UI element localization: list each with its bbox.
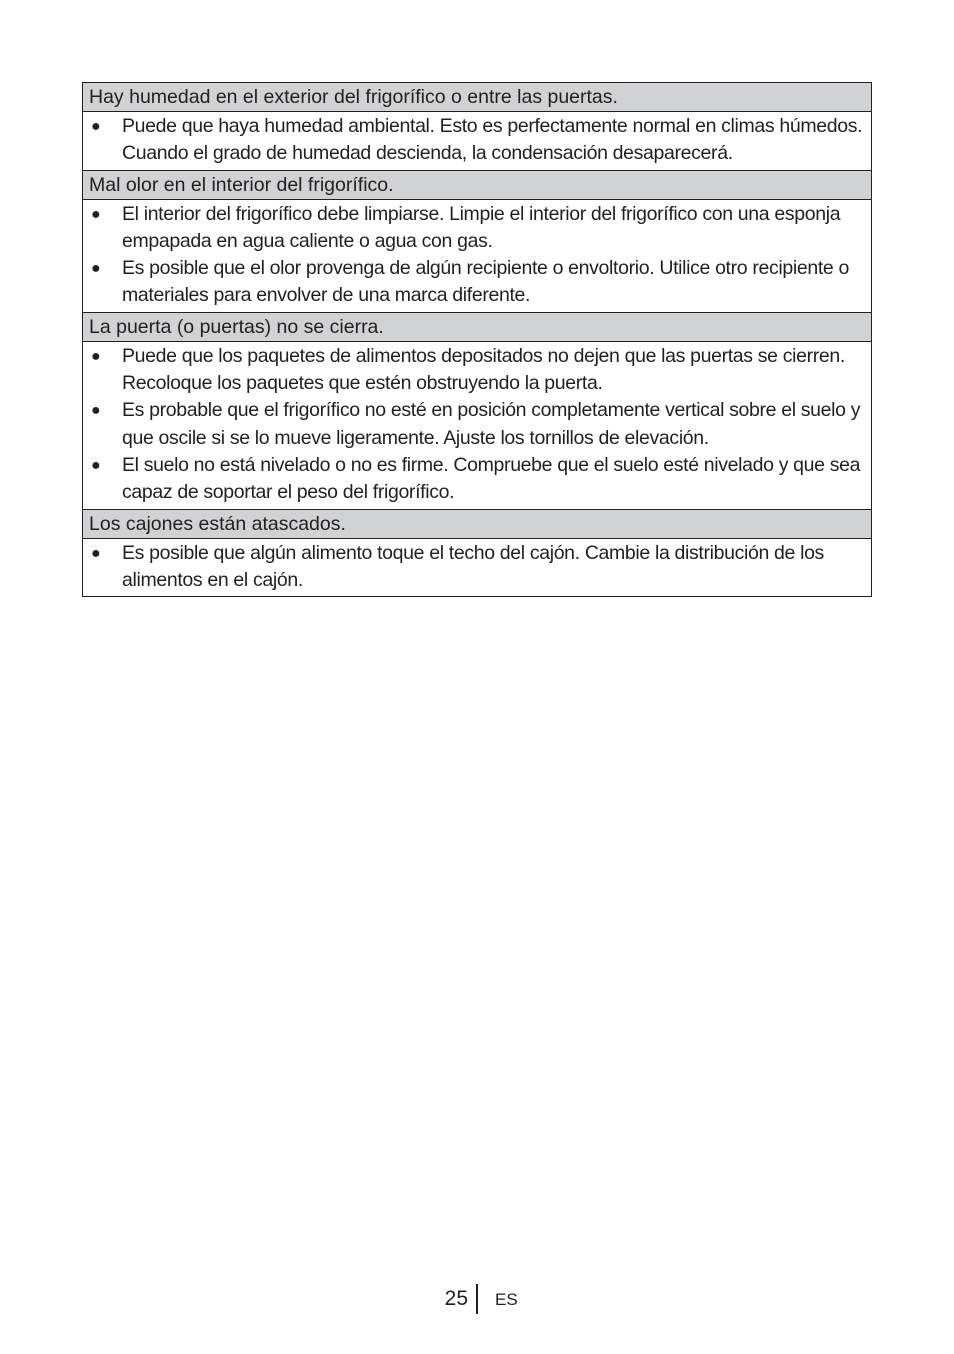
bullet-icon: ● (91, 205, 101, 223)
issue-header-door-not-closing: La puerta (o puertas) no se cierra. (83, 313, 871, 342)
bullet-icon: ● (91, 347, 101, 365)
solution-list (89, 343, 867, 507)
bullet-icon: ● (91, 402, 101, 420)
list-item (89, 540, 867, 595)
bullet-icon: ● (91, 544, 101, 562)
issue-body-moisture (83, 112, 871, 171)
solution-list (89, 201, 867, 310)
issue-body-drawers-stuck (83, 539, 871, 597)
language-code: ES (495, 1290, 518, 1309)
list-item (89, 113, 867, 168)
page-number: 25 (444, 1287, 468, 1310)
solution-text: Es probable que el frigorífico no esté en posición completamente vertical sobre el suelo y que oscile si se lo mueve ligeramente. Ajuste los tornillos de elevación. (122, 399, 861, 449)
issue-header-bad-odor: Mal olor en el interior del frigorífico. (83, 171, 871, 200)
page-footer (0, 1284, 954, 1316)
solution-text: Puede que haya humedad ambiental. Esto es perfectamente normal en climas húmedos. Cuando el grado de humedad descienda, la condensación desaparecerá. (122, 115, 863, 165)
bullet-icon: ● (91, 260, 101, 278)
solution-text: Es posible que algún alimento toque el techo del cajón. Cambie la distribución de los alimentos en el cajón. (122, 541, 824, 591)
issue-header-moisture: Hay humedad en el exterior del frigorífico o entre las puertas. (83, 83, 871, 112)
solution-text: El interior del frigorífico debe limpiarse. Limpie el interior del frigorífico con una esponja empapada en agua caliente o agua con gas. (122, 202, 841, 252)
list-item (89, 255, 867, 310)
solution-list (89, 113, 867, 168)
solution-text: El suelo no está nivelado o no es firme. Compruebe que el suelo esté nivelado y que sea capaz de soportar el peso del frigorífico. (122, 453, 861, 504)
solution-text: Es posible que el olor provenga de algún recipiente o envoltorio. Utilice otro recipiente o materiales para envolver de una marca diferente. (122, 257, 849, 307)
list-item (89, 201, 867, 256)
bullet-icon: ● (91, 456, 101, 474)
issue-body-bad-odor (83, 200, 871, 313)
list-item (89, 343, 867, 398)
solution-text: Puede que los paquetes de alimentos depositados no dejen que las puertas se cierren. Recoloque los paquetes que estén obstruyendo la puerta. (122, 344, 845, 395)
list-item (89, 397, 867, 452)
issue-header-drawers-stuck: Los cajones están atascados. (83, 510, 871, 539)
issue-body-door-not-closing (83, 342, 871, 510)
footer-divider (476, 1284, 478, 1314)
list-item (89, 452, 867, 507)
solution-list (89, 540, 867, 595)
bullet-icon: ● (91, 118, 101, 135)
troubleshooting-table (82, 82, 872, 597)
